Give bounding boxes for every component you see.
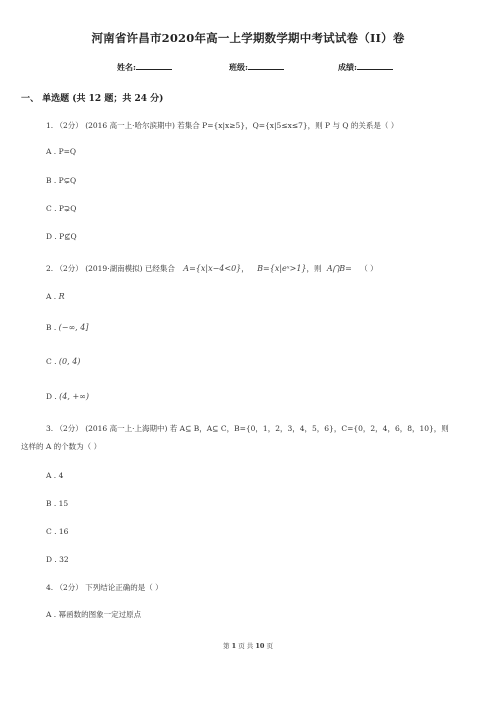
footer-mid: 页 共 xyxy=(238,642,254,650)
question-2-option-b xyxy=(46,323,88,332)
question-3-option-b: B . 15 xyxy=(46,499,69,508)
question-2-option-d xyxy=(46,392,89,401)
question-2-then: ，则 xyxy=(306,264,322,273)
question-2-intersection: A⋂B= xyxy=(326,264,352,273)
question-2-option-a-label: A . xyxy=(46,292,59,301)
question-2-option-a-math: R xyxy=(58,292,65,301)
question-2-set-b: B={x|eˣ>1} xyxy=(257,264,307,273)
section-heading: 一、 单选题 (共 12 题；共 24 分) xyxy=(21,94,164,104)
question-2-stem xyxy=(46,263,378,274)
footer-page-number: 1 xyxy=(231,642,237,650)
footer-post: 页 xyxy=(266,642,273,650)
name-blank xyxy=(136,62,172,70)
question-2-paren: （ ） xyxy=(360,264,378,273)
class-blank xyxy=(248,62,284,70)
name-field xyxy=(117,62,172,73)
question-3-stem: 3. （2分） (2016 高一上·上海期中) 若 A⊆ B，A⊆ C，B={0，1，2，3，4，5，6}，C={0，2，4，6，8，10}，则这样的 A 的个数为（ ） xyxy=(21,424,449,451)
question-2-option-c xyxy=(46,357,80,366)
question-2-comma: ， xyxy=(241,264,249,273)
score-field xyxy=(338,62,393,73)
question-2-option-c-math: (0, 4) xyxy=(58,357,81,366)
question-2-option-d-label: D . xyxy=(46,392,60,401)
question-2-option-b-math: (−∞, 4] xyxy=(58,323,89,332)
page-footer xyxy=(0,641,496,650)
footer-total-pages: 10 xyxy=(255,642,265,650)
question-3-option-c: C . 16 xyxy=(46,527,69,536)
question-2-option-b-label: B . xyxy=(46,323,59,332)
question-1-option-c: C . P⊋Q xyxy=(46,204,77,213)
question-2-option-d-math: (4, +∞) xyxy=(59,392,89,401)
question-1-option-a: A . P=Q xyxy=(46,147,77,156)
name-label: 姓名: xyxy=(117,62,136,72)
question-1-option-d: D . P⊈Q xyxy=(46,232,77,241)
question-3-option-d: D . 32 xyxy=(46,555,69,564)
score-label: 成绩: xyxy=(338,62,357,72)
score-blank xyxy=(357,62,393,70)
class-label: 班级: xyxy=(229,62,248,72)
question-2-option-c-label: C . xyxy=(46,357,59,366)
footer-pre: 第 xyxy=(223,642,230,650)
question-2-set-a: A={x|x−4<0} xyxy=(183,264,242,273)
question-1-option-b: B . P⊊Q xyxy=(46,176,77,185)
question-1-stem: 1. （2分） (2016 高一上·哈尔滨期中) 若集合 P={x|x≥5}，Q={x|5≤x≤7}，则 P 与 Q 的关系是（ ） xyxy=(46,121,399,130)
question-4-option-a: A . 幂函数的图象一定过原点 xyxy=(46,610,142,619)
question-4-stem: 4. （2分） 下列结论正确的是（ ） xyxy=(46,583,163,592)
question-3-option-a: A . 4 xyxy=(46,471,64,480)
class-field xyxy=(229,62,284,73)
question-2-option-a xyxy=(46,292,65,301)
question-2-stem-text: 2. （2分） (2019·湖南模拟) 已经集合 xyxy=(46,264,175,273)
page-title: 河南省许昌市2020年高一上学期数学期中考试试卷（II）卷 xyxy=(91,31,405,45)
